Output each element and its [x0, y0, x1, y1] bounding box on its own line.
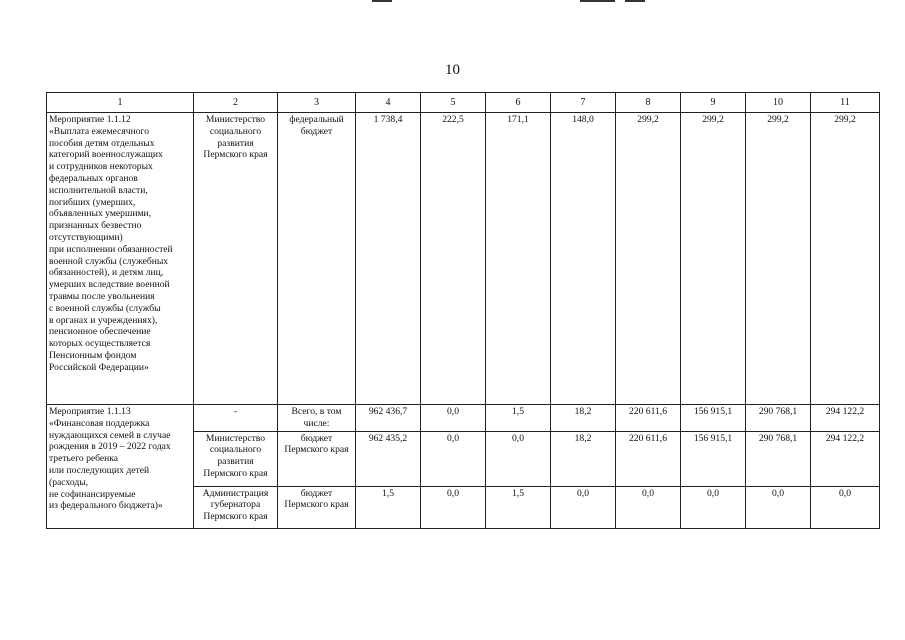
value-cell: 1 738,4 — [356, 113, 421, 405]
header-cell: 4 — [356, 93, 421, 113]
value-cell: 0,0 — [681, 486, 746, 528]
scan-mark-left — [372, 0, 392, 2]
header-cell: 9 — [681, 93, 746, 113]
event-cell: Мероприятие 1.1.12 «Выплата ежемесячного пособия детям отдельных категорий военнослужащих и сотрудников некоторых федеральных органов исполнительной власти, погибших (умерших, объявленных умершими, признанных безвестно отсутствующими) при исполнении обязанностей военной службы (служебных обязанностей), и детям лиц, умерших вследствие военной травмы после увольнения с военной службы (службы в органах и учреждениях), пенсионное обеспечение которых осуществляется Пенсионным фондом Российской Федерации» — [47, 113, 194, 405]
header-cell: 6 — [486, 93, 551, 113]
header-cell: 1 — [47, 93, 194, 113]
event-cell: Мероприятие 1.1.13 «Финансовая поддержка нуждающихся семей в случае рождения в 2019 – 2022 годах третьего ребенка или последующих детей (расходы, не софинансируемые из федерального бюджета)» — [47, 405, 194, 529]
value-cell: 156 915,1 — [681, 431, 746, 486]
value-cell: 962 435,2 — [356, 431, 421, 486]
value-cell: 18,2 — [551, 405, 616, 432]
value-cell: 0,0 — [811, 486, 880, 528]
source-cell: бюджет Пермского края — [278, 486, 356, 528]
value-cell: 0,0 — [421, 486, 486, 528]
source-cell: федеральный бюджет — [278, 113, 356, 405]
value-cell: 290 768,1 — [746, 431, 811, 486]
header-cell: 11 — [811, 93, 880, 113]
budget-table — [46, 92, 880, 529]
value-cell: 299,2 — [681, 113, 746, 405]
header-cell: 8 — [616, 93, 681, 113]
executor-cell: Администрация губернатора Пермского края — [194, 486, 278, 528]
scan-mark-right-1 — [580, 0, 615, 2]
value-cell: 299,2 — [616, 113, 681, 405]
value-cell: 299,2 — [811, 113, 880, 405]
value-cell: 171,1 — [486, 113, 551, 405]
value-cell: 290 768,1 — [746, 405, 811, 432]
header-cell: 3 — [278, 93, 356, 113]
value-cell: 156 915,1 — [681, 405, 746, 432]
value-cell: 1,5 — [486, 486, 551, 528]
header-cell: 5 — [421, 93, 486, 113]
value-cell: 220 611,6 — [616, 431, 681, 486]
scan-mark-right-2 — [625, 0, 645, 2]
value-cell: 18,2 — [551, 431, 616, 486]
header-cell: 10 — [746, 93, 811, 113]
executor-cell: Министерство социального развития Пермского края — [194, 113, 278, 405]
value-cell: 0,0 — [616, 486, 681, 528]
value-cell: 962 436,7 — [356, 405, 421, 432]
value-cell: 0,0 — [551, 486, 616, 528]
value-cell: 222,5 — [421, 113, 486, 405]
value-cell: 0,0 — [421, 405, 486, 432]
executor-cell: - — [194, 405, 278, 432]
header-cell: 2 — [194, 93, 278, 113]
value-cell: 1,5 — [356, 486, 421, 528]
table-row — [47, 113, 880, 405]
page-number: 10 — [445, 62, 460, 78]
value-cell: 148,0 — [551, 113, 616, 405]
value-cell: 0,0 — [746, 486, 811, 528]
value-cell: 0,0 — [486, 431, 551, 486]
executor-cell: Министерство социального развития Пермского края — [194, 431, 278, 486]
header-cell: 7 — [551, 93, 616, 113]
source-cell: бюджет Пермского края — [278, 431, 356, 486]
value-cell: 299,2 — [746, 113, 811, 405]
value-cell: 1,5 — [486, 405, 551, 432]
header-row — [47, 93, 880, 113]
value-cell: 220 611,6 — [616, 405, 681, 432]
table-row — [47, 405, 880, 432]
value-cell: 294 122,2 — [811, 431, 880, 486]
source-cell: Всего, в том числе: — [278, 405, 356, 432]
value-cell: 0,0 — [421, 431, 486, 486]
value-cell: 294 122,2 — [811, 405, 880, 432]
